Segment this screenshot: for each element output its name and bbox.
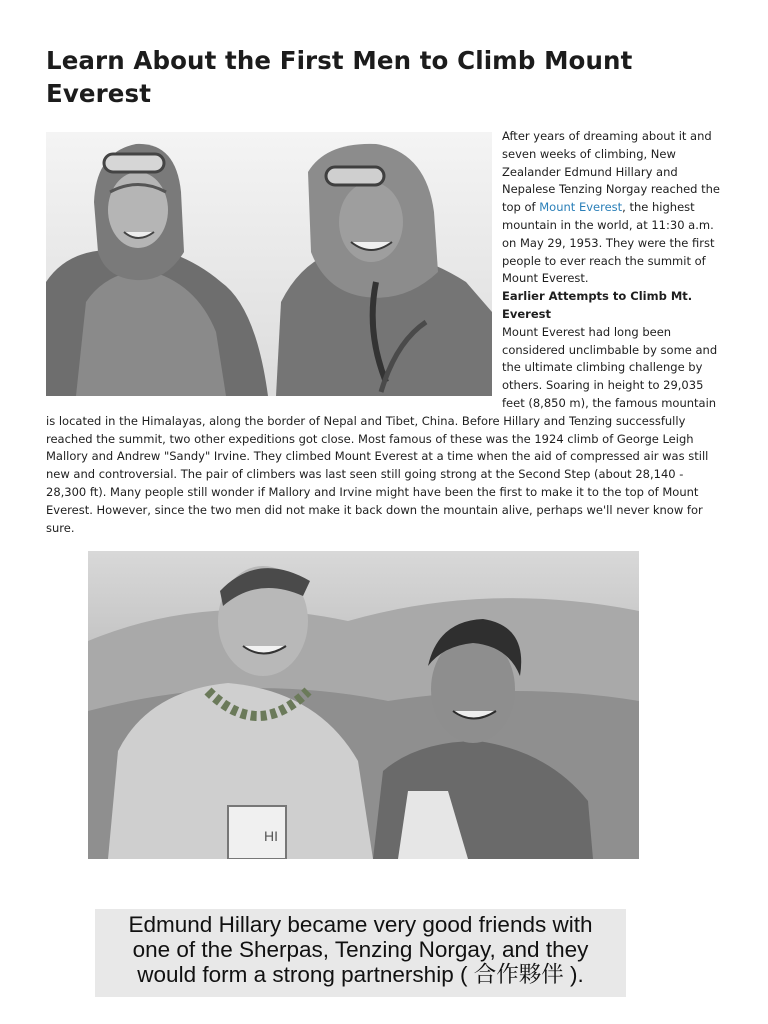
section-paragraph: Mount Everest had long been considered unclimbable by some and the ultimate climbing challenge by others. Soaring in height to 29,035 feet (8,850 m), the famous mountain is located in the Himalayas, along the border of Nepal and Tibet, China. Before Hillary and Tenzing successfully reached the summit, two other expeditions got close. Most famous of these was the 1924 climb of George Leigh Mallory and Andrew "Sandy" Irvine. They climbed Mount Everest at a time when the aid of compressed air was still new and controversial. The pair of climbers was last seen still going strong at the Second Step (about 28,140 - 28,300 ft). Many people still wonder if Mallory and Irvine might have been the first to make it to the top of Mount Everest. However, since the two men did not make it back down the mountain alive, perhaps we'll never know for sure.	[46, 324, 718, 535]
mount-everest-link[interactable]: Mount Everest	[539, 200, 623, 215]
climbers-summit-photo	[46, 132, 492, 396]
hillary-tenzing-photo	[88, 551, 639, 859]
hillary-tenzing-photo-art	[88, 551, 639, 859]
caption-line-2: one of the Sherpas, Tenzing Norgay, and they	[132, 937, 589, 962]
intro-text-start: After years of dreaming about it and seven weeks of climbing, New Zealander Edmund Hillary and Nepalese Tenzing Norgay reached the top of	[502, 129, 721, 215]
climbers-summit-photo-art	[46, 132, 492, 396]
caption-box	[95, 909, 626, 997]
article-body	[46, 128, 722, 537]
caption-line-3: would form a strong partnership ( 合作夥伴 ).	[137, 962, 584, 987]
caption-line-1: Edmund Hillary became very good friends with	[128, 912, 593, 937]
section-heading: Earlier Attempts to Climb Mt. Everest	[502, 289, 693, 321]
page-title: Learn About the First Men to Climb Mount Everest	[46, 46, 633, 108]
intro-text-end: , the highest mountain in the world, at 11:30 a.m. on May 29, 1953. They were the first people to ever reach the summit of Mount Everest.	[502, 200, 715, 286]
mug-text: HI	[264, 828, 278, 844]
